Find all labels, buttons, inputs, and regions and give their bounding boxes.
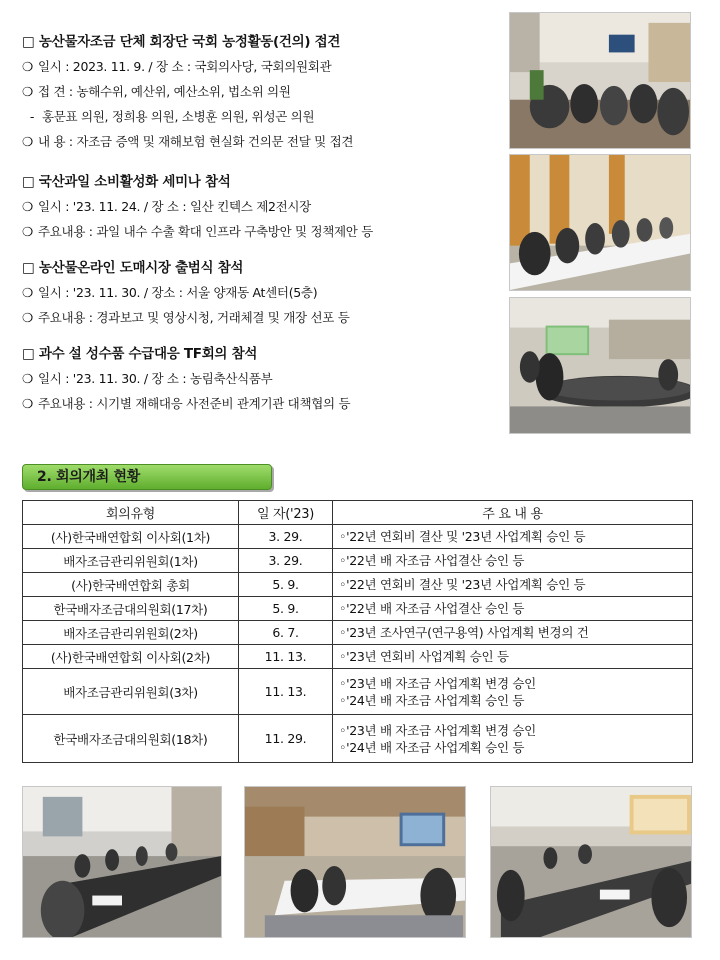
- meeting-date: 5. 9.: [239, 573, 333, 597]
- content-line: ◦'23년 배 자조금 사업계획 변경 승인: [339, 722, 536, 738]
- dash-bullet: -: [29, 109, 35, 124]
- content-line: ◦'23년 배 자조금 사업계획 변경 승인: [339, 675, 536, 691]
- activity-line: [22, 197, 492, 217]
- content-line: ◦'24년 배 자조금 사업계획 승인 등: [339, 739, 525, 755]
- circle-bullet-icon: ❍: [22, 134, 33, 149]
- meeting-photo-general-assembly: [244, 786, 466, 938]
- photo-illustration: [510, 155, 690, 290]
- meeting-photo-national-assembly: [509, 12, 691, 149]
- table-row: [23, 549, 693, 573]
- activity-line: [22, 369, 492, 389]
- photo-illustration: [245, 787, 465, 937]
- photo-illustration: [23, 787, 221, 937]
- circle-bullet-icon: ❍: [22, 396, 33, 411]
- meeting-photo-delegates: [490, 786, 692, 938]
- meeting-type: (사)한국배연합회 이사회(2차): [23, 645, 239, 669]
- activity-line-text: 홍문표 의원, 정희용 의원, 소병훈 의원, 위성곤 의원: [42, 109, 315, 124]
- meeting-date: 3. 29.: [239, 549, 333, 573]
- activity-title: □ 국산과일 소비활성화 세미나 참석: [22, 174, 231, 190]
- meeting-type: 한국배자조금대의원회(17차): [23, 597, 239, 621]
- activity-line: [22, 107, 492, 127]
- meeting-content: [333, 525, 693, 549]
- activity-line: [22, 57, 492, 77]
- activity-line-text: 일시 : '23. 11. 30. / 장 소 : 농림축산식품부: [38, 371, 273, 386]
- column-header-content: 주 요 내 용: [333, 501, 693, 525]
- meeting-date: 11. 29.: [239, 715, 333, 763]
- table-row: [23, 621, 693, 645]
- column-header-type: 회의유형: [23, 501, 239, 525]
- activity-title: □ 농산물온라인 도매시장 출범식 참석: [22, 260, 244, 276]
- meetings-table: [22, 500, 693, 763]
- content-line: ◦'23년 조사연구(연구용역) 사업계획 변경의 건: [339, 625, 589, 640]
- circle-bullet-icon: ❍: [22, 285, 33, 300]
- activity-line: [22, 283, 492, 303]
- activity-line-text: 주요내용 : 경과보고 및 영상시청, 거래체결 및 개장 선포 등: [38, 310, 350, 325]
- meeting-type: 배자조금관리위원회(1차): [23, 549, 239, 573]
- activity-title: □ 농산물자조금 단체 회장단 국회 농정활동(건의) 접견: [22, 34, 341, 50]
- meeting-photo-seminar: [509, 154, 691, 291]
- activity-line-text: 일시 : '23. 11. 24. / 장 소 : 일산 킨텍스 제2전시장: [38, 199, 311, 214]
- activity-line: [22, 308, 492, 328]
- activity-block: [22, 32, 492, 152]
- table-row: [23, 715, 693, 763]
- content-line: ◦'22년 연회비 결산 및 '23년 사업계획 승인 등: [339, 529, 586, 544]
- meeting-content: [333, 669, 693, 715]
- meeting-date: 6. 7.: [239, 621, 333, 645]
- content-line: ◦'22년 배 자조금 사업결산 승인 등: [339, 601, 525, 616]
- meeting-content: [333, 621, 693, 645]
- activity-line-text: 내 용 : 자조금 증액 및 재해보험 현실화 건의문 전달 및 접견: [38, 134, 354, 149]
- activity-line-text: 접 견 : 농해수위, 예산위, 예산소위, 법소위 의원: [38, 84, 291, 99]
- table-row: [23, 645, 693, 669]
- activity-block: [22, 344, 492, 414]
- meeting-content: [333, 597, 693, 621]
- content-line: ◦'23년 연회비 사업계획 승인 등: [339, 649, 509, 664]
- circle-bullet-icon: ❍: [22, 59, 33, 74]
- activity-line-text: 일시 : 2023. 11. 9. / 장 소 : 국회의사당, 국회의원회관: [38, 59, 332, 74]
- meeting-date: 11. 13.: [239, 645, 333, 669]
- content-line: ◦'22년 배 자조금 사업결산 승인 등: [339, 553, 525, 568]
- table-row: [23, 669, 693, 715]
- meeting-photo-board: [22, 786, 222, 938]
- section-title-meetings: 2. 회의개최 현황: [22, 464, 272, 490]
- meeting-date: 3. 29.: [239, 525, 333, 549]
- meeting-photo-online-market: [509, 297, 691, 434]
- meeting-type: (사)한국배연합회 이사회(1차): [23, 525, 239, 549]
- activity-title: □ 과수 설 성수품 수급대응 TF회의 참석: [22, 346, 258, 362]
- activity-line: [22, 222, 492, 242]
- activity-line-text: 주요내용 : 시기별 재해대응 사전준비 관계기관 대책협의 등: [38, 396, 351, 411]
- table-row: [23, 573, 693, 597]
- meeting-content: [333, 573, 693, 597]
- circle-bullet-icon: ❍: [22, 371, 33, 386]
- meeting-content: [333, 715, 693, 763]
- meeting-type: 배자조금관리위원회(3차): [23, 669, 239, 715]
- meeting-type: (사)한국배연합회 총회: [23, 573, 239, 597]
- activity-block: [22, 172, 492, 242]
- photo-illustration: [510, 13, 690, 148]
- photo-illustration: [491, 787, 691, 937]
- circle-bullet-icon: ❍: [22, 224, 33, 239]
- photo-illustration: [510, 298, 690, 433]
- activity-line-text: 일시 : '23. 11. 30. / 장소 : 서울 양재동 At센터(5층): [38, 285, 318, 300]
- column-header-date: 일 자('23): [239, 501, 333, 525]
- table-row: [23, 525, 693, 549]
- activity-line: [22, 394, 492, 414]
- meeting-date: 11. 13.: [239, 669, 333, 715]
- meeting-content: [333, 549, 693, 573]
- meeting-type: 한국배자조금대의원회(18차): [23, 715, 239, 763]
- activity-line: [22, 82, 492, 102]
- content-line: ◦'24년 배 자조금 사업계획 승인 등: [339, 692, 525, 708]
- activity-block: [22, 258, 492, 328]
- table-header-row: [23, 501, 693, 525]
- circle-bullet-icon: ❍: [22, 310, 33, 325]
- table-row: [23, 597, 693, 621]
- activity-line: [22, 132, 492, 152]
- content-line: ◦'22년 연회비 결산 및 '23년 사업계획 승인 등: [339, 577, 586, 592]
- meeting-type: 배자조금관리위원회(2차): [23, 621, 239, 645]
- activity-line-text: 주요내용 : 과일 내수 수출 확대 인프라 구축방안 및 정책제안 등: [38, 224, 374, 239]
- meeting-content: [333, 645, 693, 669]
- circle-bullet-icon: ❍: [22, 199, 33, 214]
- meeting-date: 5. 9.: [239, 597, 333, 621]
- circle-bullet-icon: ❍: [22, 84, 33, 99]
